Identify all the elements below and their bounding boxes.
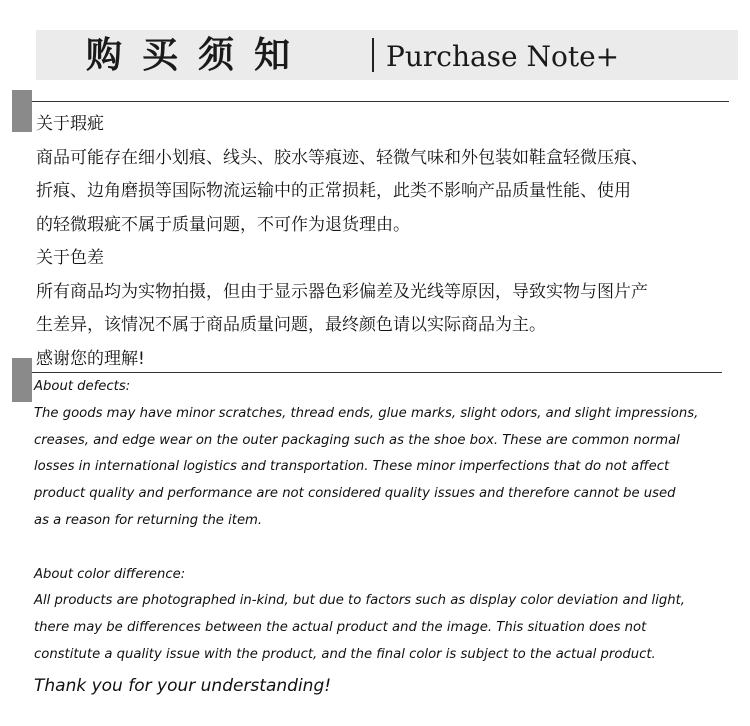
thanks-en: Thank you for your understanding! [34,675,332,696]
header-banner [36,30,738,80]
section-rule-cn [32,101,729,102]
color-text-line: 生差异，该情况不属于商品质量问题，最终颜色请以实际商品为主。 [36,315,546,335]
defects-text-line: product quality and performance are not considered quality issues and therefore cannot be used [34,486,676,502]
title-divider [372,38,374,72]
section-rule-en [32,372,722,373]
defects-text-line: losses in international logistics and transportation. These minor imperfections that do not affect [34,459,670,475]
color-text-line: 所有商品均为实物拍摄，但由于显示器色彩偏差及光线等原因，导致实物与图片产 [36,281,648,302]
page-title-cn: 购买须知 [86,34,311,76]
defects-text-line: 的轻微瑕疵不属于质量问题，不可作为退货理由。 [36,214,410,235]
color-heading-en: About color difference: [34,566,186,582]
defects-text-line: 商品可能存在细小划痕、线头、胶水等痕迹、轻微气味和外包装如鞋盒轻微压痕、 [36,147,648,168]
notice-en [34,374,746,701]
page-title-en: Purchase Note+ [386,40,620,73]
defects-text-line: The goods may have minor scratches, thread ends, glue marks, slight odors, and slight impressions, [34,405,699,421]
defects-text-line: 折痕、边角磨损等国际物流运输中的正常损耗，此类不影响产品质量性能、使用 [36,181,631,201]
defects-text-line: as a reason for returning the item. [34,512,263,528]
notice-cn [36,108,740,376]
paragraph-gap [34,535,746,562]
color-text-line: constitute a quality issue with the product, and the final color is subject to the actual product. [34,646,656,662]
defects-text-line: creases, and edge wear on the outer packaging such as the shoe box. These are common normal [34,432,680,448]
thanks-cn: 感谢您的理解! [36,348,145,369]
section-marker-cn [12,90,32,132]
defects-heading-cn: 关于瑕疵 [36,114,104,134]
color-text-line: All products are photographed in-kind, but due to factors such as display color deviation and light, [34,593,685,609]
defects-heading-en: About defects: [34,379,131,394]
color-text-line: there may be differences between the actual product and the image. This situation does not [34,620,647,636]
section-marker-en [12,358,32,402]
color-heading-cn: 关于色差 [36,248,104,268]
